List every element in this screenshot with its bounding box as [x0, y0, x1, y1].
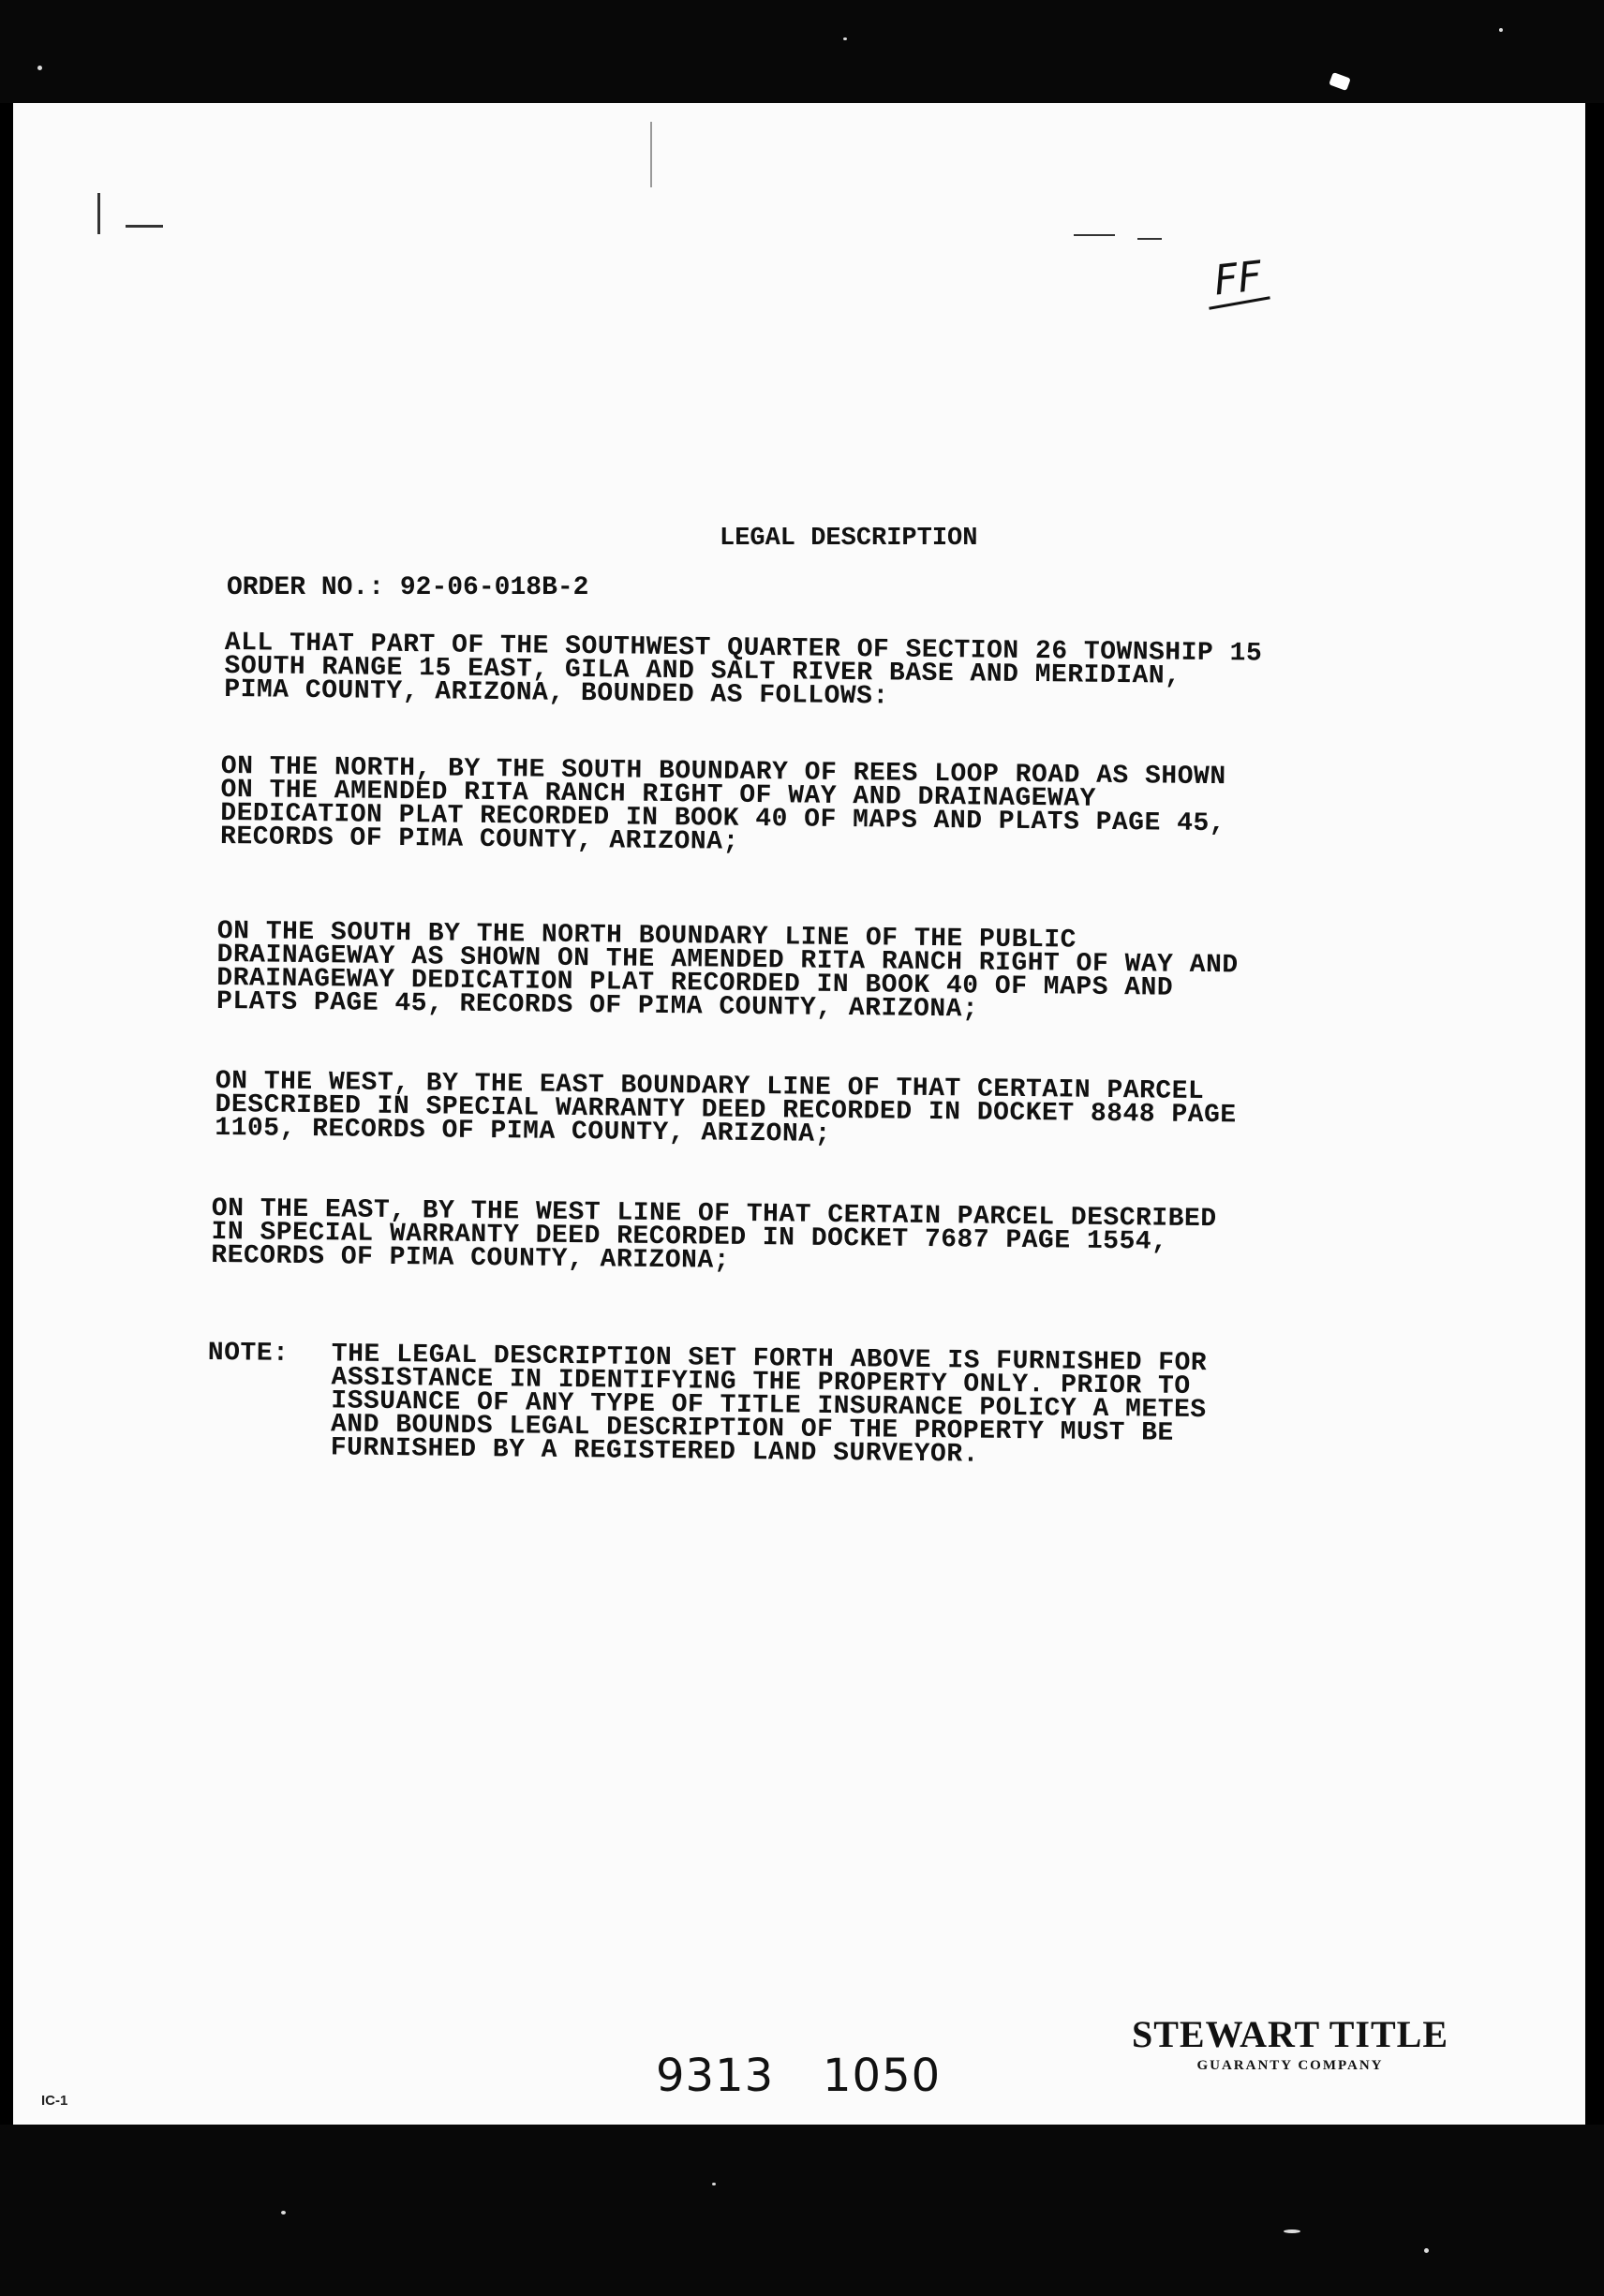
- page-title: LEGAL DESCRIPTION: [720, 525, 978, 553]
- scan-speck: [712, 2183, 716, 2185]
- margin-mark: [126, 225, 163, 228]
- order-number-line: [227, 573, 588, 602]
- company-name: STEWART TITLE: [1131, 2013, 1449, 2055]
- scan-speck: [1284, 2229, 1300, 2233]
- order-number: 92-06-018B-2: [399, 573, 589, 602]
- company-subtitle: GUARANTY COMPANY: [1196, 2058, 1384, 2073]
- scan-border-top: [0, 0, 1604, 103]
- note-text: THE LEGAL DESCRIPTION SET FORTH ABOVE IS FURNISHED FOR ASSISTANCE IN IDENTIFYING THE PROPERTY ONLY. PRIOR TO ISSUANCE OF ANY TYPE OF TITLE INSURANCE POLICY A METES AND BOUNDS LEGAL DESCRIPTION OF THE PROPERTY MUST BE FURNISHED BY A REGISTERED LAND SURVEYOR.: [330, 1340, 1208, 1470]
- paragraph-east-boundary: ON THE EAST, BY THE WEST LINE OF THAT CERTAIN PARCEL DESCRIBED IN SPECIAL WARRANTY DEED RECORDED IN DOCKET 7687 PAGE 1554, RECORDS OF PIMA COUNTY, ARIZONA;: [211, 1194, 1217, 1276]
- scan-mark: [1137, 238, 1162, 240]
- scan-border-bottom: [0, 2125, 1604, 2296]
- scan-speck: [1499, 28, 1503, 32]
- document-number: 9313: [656, 2050, 775, 2102]
- form-code: IC-1: [41, 2093, 68, 2109]
- scan-speck: [37, 66, 42, 70]
- scan-speck: [843, 37, 847, 40]
- note-label: NOTE:: [207, 1339, 290, 1369]
- margin-mark: [97, 193, 100, 234]
- scan-mark: [650, 122, 652, 187]
- company-logo: [1089, 2014, 1492, 2076]
- paragraph-intro: ALL THAT PART OF THE SOUTHWEST QUARTER OF SECTION 26 TOWNSHIP 15 SOUTH RANGE 15 EAST, GILA AND SALT RIVER BASE AND MERIDIAN, PIMA COUNTY, ARIZONA, BOUNDED AS FOLLOWS:: [224, 629, 1263, 712]
- handwritten-initials: FF: [1211, 252, 1265, 305]
- scan-speck: [1424, 2248, 1429, 2253]
- scan-mark: [1074, 234, 1115, 236]
- scan-speck: [281, 2211, 286, 2215]
- page-number: 1050: [823, 2050, 942, 2102]
- paragraph-west-boundary: ON THE WEST, BY THE EAST BOUNDARY LINE OF THAT CERTAIN PARCEL DESCRIBED IN SPECIAL WARRANTY DEED RECORDED IN DOCKET 8848 PAGE 1105, RECORDS OF PIMA COUNTY, ARIZONA;: [215, 1067, 1237, 1149]
- paragraph-north-boundary: ON THE NORTH, BY THE SOUTH BOUNDARY OF REES LOOP ROAD AS SHOWN ON THE AMENDED RITA RANCH RIGHT OF WAY AND DRAINAGEWAY DEDICATION PLAT RECORDED IN BOOK 40 OF MAPS AND PLATS PAGE 45, RECORDS OF PIMA COUNTY, ARIZONA;: [219, 752, 1226, 857]
- order-label: ORDER NO.:: [227, 573, 385, 602]
- paragraph-south-boundary: ON THE SOUTH BY THE NORTH BOUNDARY LINE OF THE PUBLIC DRAINAGEWAY AS SHOWN ON THE AMENDED RITA RANCH RIGHT OF WAY AND DRAINAGEWAY DEDICATION PLAT RECORDED IN BOOK 40 OF MAPS AND PLATS PAGE 45, RECORDS OF PIMA COUNTY, ARIZONA;: [215, 917, 1239, 1025]
